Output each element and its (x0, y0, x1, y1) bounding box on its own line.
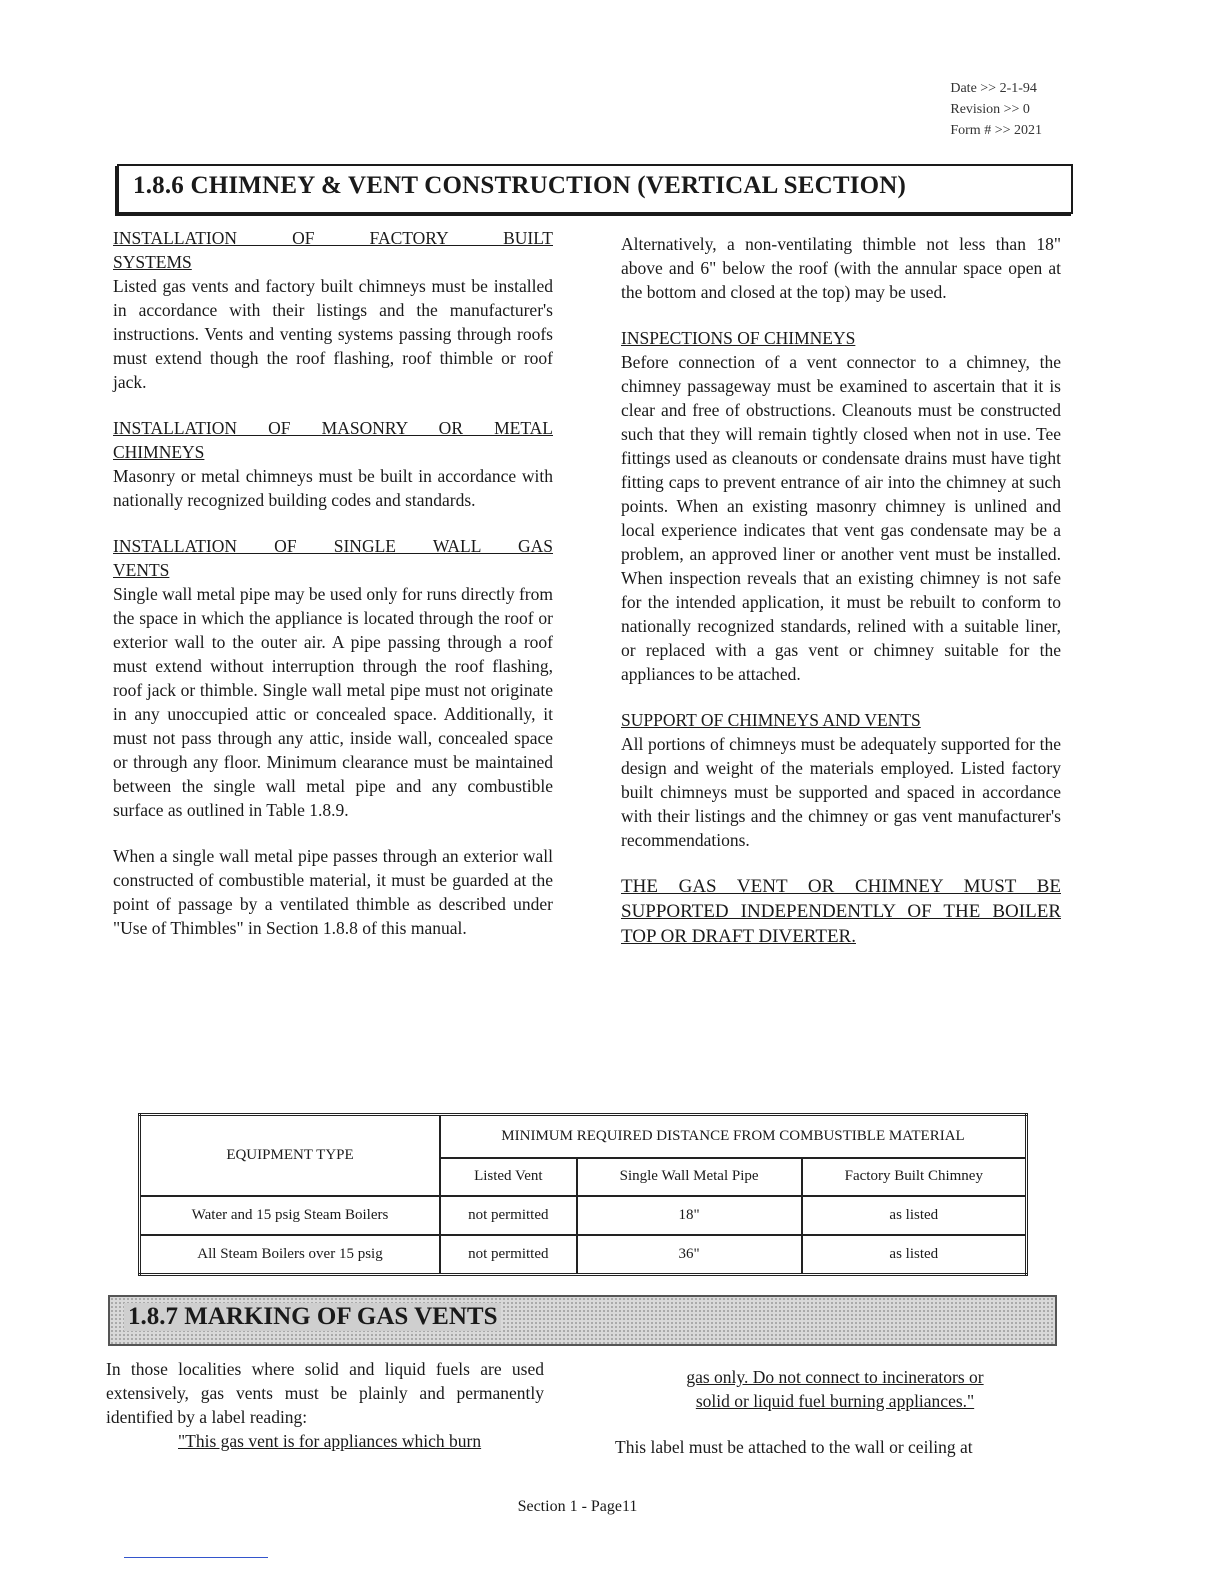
section-187-title: 1.8.7 MARKING OF GAS VENTS (124, 1303, 501, 1331)
table-row (140, 1235, 1027, 1274)
page-footer: Section 1 - Page11 (517, 1498, 638, 1515)
left-column (113, 226, 553, 940)
support-heading: SUPPORT OF CHIMNEYS AND VENTS (621, 710, 921, 730)
marking-intro: In those localities where solid and liquid fuels are used extensively, gas vents must be plainly and permanently identified by a label reading: (106, 1359, 544, 1427)
masonry-heading-line1: INSTALLATION OF MASONRY OR METAL (113, 418, 553, 438)
single-wall-body: Single wall metal pipe may be used only for runs directly from the space in which the appliance is located through the roof or exterior wall to the outer air. A pipe passing through a roof must extend without interruption through the roof flashing, roof jack or thimble. Single wall metal pipe must not originate in any unoccupied attic or concealed space. Additionally, it must not pass through any attic, inside wall, concealed space or through any floor. Minimum clearance must be maintained between the single wall metal pipe and any combustible surface as outlined in Table 1.8.9. (113, 584, 553, 820)
revision-line: Revision >> 0 (950, 102, 1030, 117)
marking-left-column (106, 1357, 544, 1453)
clearance-table (138, 1113, 1028, 1276)
table-cell: All Steam Boilers over 15 psig (140, 1235, 441, 1274)
attach-text: This label must be attached to the wall or ceiling at (615, 1437, 973, 1457)
masonry-body: Masonry or metal chimneys must be built in accordance with nationally recognized building codes and standards. (113, 466, 553, 510)
inspections-heading: INSPECTIONS OF CHIMNEYS (621, 328, 856, 348)
section-186-title-box (117, 164, 1073, 214)
label-line3: solid or liquid fuel burning appliances." (695, 1391, 975, 1411)
date-line: Date >> 2-1-94 (950, 81, 1037, 96)
section-186-title: 1.8.6 CHIMNEY & VENT CONSTRUCTION (VERTICAL SECTION) (133, 172, 907, 199)
marking-right-column (615, 1365, 1055, 1459)
support-warning: THE GAS VENT OR CHIMNEY MUST BE SUPPORTED INDEPENDENTLY OF THE BOILER TOP OR DRAFT DIVERTER. (621, 876, 1061, 947)
table-cell: Water and 15 psig Steam Boilers (140, 1196, 441, 1235)
factory-heading-line1: INSTALLATION OF FACTORY BUILT (113, 228, 553, 248)
table-cell: not permitted (440, 1235, 577, 1274)
label-line1: "This gas vent is for appliances which burn (178, 1431, 482, 1451)
table-cell: as listed (802, 1235, 1027, 1274)
document-meta (950, 78, 1042, 141)
section-187-title-box (108, 1295, 1057, 1346)
masonry-heading-line2: CHIMNEYS (113, 442, 205, 462)
col-listed-vent: Listed Vent (440, 1158, 577, 1195)
distance-group-header: MINIMUM REQUIRED DISTANCE FROM COMBUSTIBLE MATERIAL (440, 1115, 1027, 1159)
table-row (140, 1196, 1027, 1235)
label-line2: gas only. Do not connect to incinerators or (686, 1367, 984, 1387)
form-line: Form # >> 2021 (950, 123, 1042, 138)
col-single-wall-pipe: Single Wall Metal Pipe (577, 1158, 802, 1195)
factory-heading-line2: SYSTEMS (113, 252, 192, 272)
table-cell: 36" (577, 1235, 802, 1274)
table-cell: not permitted (440, 1196, 577, 1235)
inspections-body: Before connection of a vent connector to a chimney, the chimney passageway must be examined to ascertain that it is clear and free of obstructions. Cleanouts must be constructed such that they will remain tightly closed when not in use. Tee fittings used as cleanouts or condensate drains must have tight fitting caps to prevent entrance of air into the chimney at such points. When an existing masonry chimney is unlined and local experience indicates that vent gas condensate may be a problem, an approved liner or another vent must be installed. When inspection reveals that an existing chimney is not safe for the intended application, it must be rebuilt to conform to nationally recognized standards, relined with a suitable liner, or replaced with a gas vent or chimney suitable for the appliances to be attached. (621, 352, 1061, 684)
factory-body: Listed gas vents and factory built chimneys must be installed in accordance with their listings and the manufacturer's instructions. Vents and venting systems passing through roofs must extend though the roof flashing, roof thimble or roof jack. (113, 276, 553, 392)
col-factory-chimney: Factory Built Chimney (802, 1158, 1027, 1195)
support-body: All portions of chimneys must be adequately supported for the design and weight of the materials employed. Listed factory built chimneys must be supported and spaced in accordance with their listings and the chimney or gas vent manufacturer's recommendations. (621, 734, 1061, 850)
single-wall-body2: When a single wall metal pipe passes through an exterior wall constructed of combustible material, it must be guarded at the point of passage by a ventilated thimble as described under "Use of Thimbles" in Section 1.8.8 of this manual. (113, 846, 553, 938)
equipment-type-header: EQUIPMENT TYPE (140, 1115, 441, 1196)
table-cell: 18" (577, 1196, 802, 1235)
single-wall-heading-line2: VENTS (113, 560, 170, 580)
single-wall-heading-line1: INSTALLATION OF SINGLE WALL GAS (113, 536, 553, 556)
right-column (621, 232, 1061, 949)
bottom-rule (124, 1557, 268, 1558)
alternative-text: Alternatively, a non-ventilating thimble not less than 18" above and 6" below the roof (with the annular space open at the bottom and closed at the top) may be used. (621, 234, 1061, 302)
table-cell: as listed (802, 1196, 1027, 1235)
